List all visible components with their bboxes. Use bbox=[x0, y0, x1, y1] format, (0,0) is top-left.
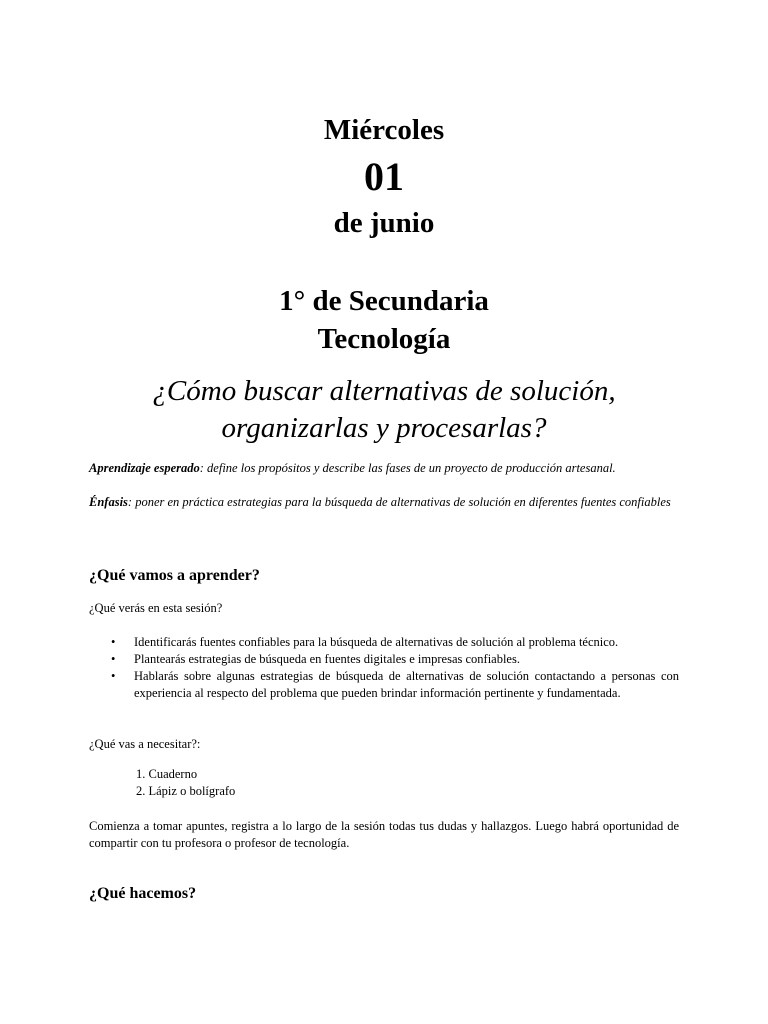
date-number: 01 bbox=[364, 154, 404, 199]
list-item bbox=[89, 651, 679, 668]
subject-heading: Tecnología bbox=[317, 323, 451, 355]
list-item-text: Plantearás estrategias de búsqueda en fuentes digitales e impresas confiables. bbox=[134, 652, 520, 666]
section-heading-hacemos: ¿Qué hacemos? bbox=[89, 885, 197, 902]
emphasis-paragraph bbox=[89, 494, 679, 511]
emphasis-text: : poner en práctica estrategias para la búsqueda de alternativas de solución en diferentes fuentes confiables bbox=[127, 495, 671, 509]
objectives-list bbox=[89, 634, 679, 702]
bullet-icon: • bbox=[111, 669, 116, 683]
list-item bbox=[89, 668, 679, 702]
grade-heading: 1° de Secundaria bbox=[279, 285, 489, 317]
list-item: 1. Cuaderno bbox=[136, 767, 198, 781]
lesson-title bbox=[0, 373, 768, 447]
lesson-title-line-2: organizarlas y procesarlas? bbox=[221, 412, 547, 444]
list-item: 2. Lápiz o bolígrafo bbox=[136, 784, 236, 798]
closing-paragraph: Comienza a tomar apuntes, registra a lo largo de la sesión todas tus dudas y hallazgos. Luego habrá oportunidad de compartir con tu profesora o profesor de tecnología. bbox=[89, 819, 679, 850]
day-heading: Miércoles bbox=[323, 114, 445, 146]
learning-label: Aprendizaje esperado bbox=[89, 461, 200, 475]
learning-expected bbox=[89, 460, 679, 477]
list-item-text: Hablarás sobre algunas estrategias de búsqueda de alternativas de solución contactando a personas con experiencia al respecto del problema que pueden brindar información pertinente y fundamentada. bbox=[134, 669, 679, 700]
month-heading: de junio bbox=[333, 207, 435, 239]
learning-text: : define los propósitos y describe las fases de un proyecto de producción artesanal. bbox=[199, 461, 616, 475]
list-item-text: Identificarás fuentes confiables para la búsqueda de alternativas de solución al problema técnico. bbox=[134, 635, 619, 649]
materials-list bbox=[136, 766, 235, 800]
section-heading-aprender: ¿Qué vamos a aprender? bbox=[89, 567, 260, 584]
bullet-icon: • bbox=[111, 652, 116, 666]
emphasis-label: Énfasis bbox=[89, 495, 128, 509]
bullet-icon: • bbox=[111, 635, 116, 649]
list-item bbox=[89, 634, 679, 651]
lesson-title-line-1: ¿Cómo buscar alternativas de solución, bbox=[152, 375, 616, 407]
materials-question: ¿Qué vas a necesitar?: bbox=[89, 737, 201, 751]
session-question: ¿Qué verás en esta sesión? bbox=[89, 601, 223, 615]
